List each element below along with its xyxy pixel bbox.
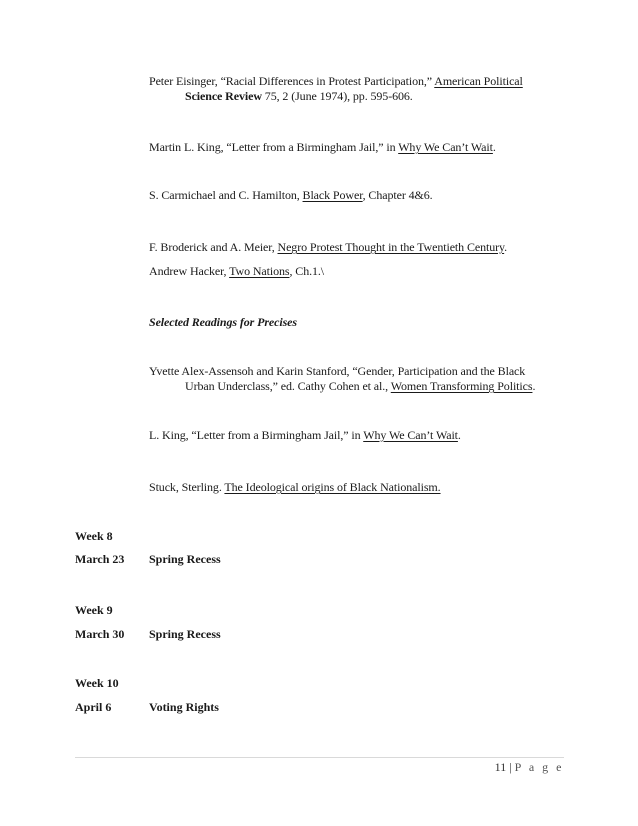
citation-text: S. Carmichael and C. Hamilton,	[149, 188, 303, 202]
week-label: Week 8	[75, 529, 113, 543]
page-label: P a g e	[514, 760, 564, 774]
week-topic: Voting Rights	[149, 700, 219, 714]
week-date: March 30	[75, 627, 125, 641]
page-footer	[495, 760, 564, 775]
citation-text: Peter Eisinger, “Racial Differences in Protest Participation,”	[149, 74, 435, 88]
citation-text: F. Broderick and A. Meier,	[149, 240, 278, 254]
reading-broderick: F. Broderick and A. Meier, Negro Protest Thought in the Twentieth Century.	[149, 240, 508, 254]
reading-carmichael: S. Carmichael and C. Hamilton, Black Power, Chapter 4&6.	[149, 188, 433, 202]
reading-stuck	[149, 480, 569, 495]
footer-divider	[75, 757, 564, 758]
citation-text: Urban Underclass,” ed. Cathy Cohen et al.,	[185, 379, 391, 393]
citation-text: Andrew Hacker,	[149, 264, 230, 278]
journal-title: American Political	[434, 74, 523, 88]
citation-text: L. King, “Letter from a Birmingham Jail,” in	[149, 428, 364, 442]
week-topic: Spring Recess	[149, 552, 221, 566]
footer-separator: |	[509, 760, 512, 774]
citation-text: Stuck, Sterling.	[149, 480, 225, 494]
week-label: Week 10	[75, 676, 119, 690]
week-date: March 23	[75, 552, 125, 566]
reading-eisinger	[149, 74, 569, 104]
journal-title-continued: Science Review	[185, 89, 262, 103]
citation-text: Martin L. King, “Letter from a Birmingham Jail,” in	[149, 140, 399, 154]
reading-king: Martin L. King, “Letter from a Birmingham Jail,” in Why We Can’t Wait.	[149, 140, 496, 154]
page-number: 11	[494, 760, 507, 774]
reading-alex-assensoh: Yvette Alex-Assensoh and Karin Stanford, “Gender, Participation and the Black Urban Underclass,” ed. Cathy Cohen et al., Women Transforming Politics.	[149, 364, 536, 393]
citation-text: 75, 2 (June 1974), pp. 595-606.	[261, 89, 413, 103]
book-title: Women Transforming Politics	[390, 379, 533, 393]
book-title: Two Nations	[229, 264, 290, 278]
reading-king-2: L. King, “Letter from a Birmingham Jail,” in Why We Can’t Wait.	[149, 428, 461, 442]
book-title: Why We Can’t Wait	[363, 428, 458, 442]
citation-text: Yvette Alex-Assensoh and Karin Stanford, “Gender, Participation and the Black	[149, 364, 526, 378]
book-title: Why We Can’t Wait	[398, 140, 493, 154]
week-date: April 6	[75, 700, 112, 714]
week-label: Week 9	[75, 603, 113, 617]
reading-hacker: Andrew Hacker, Two Nations, Ch.1.\	[149, 264, 325, 278]
week-topic: Spring Recess	[149, 627, 221, 641]
book-title: Black Power	[302, 188, 363, 202]
book-title: Negro Protest Thought in the Twentieth Century	[277, 240, 505, 254]
book-title: The Ideological origins of Black Nationalism.	[224, 480, 441, 494]
precis-heading: Selected Readings for Precises	[149, 315, 297, 329]
